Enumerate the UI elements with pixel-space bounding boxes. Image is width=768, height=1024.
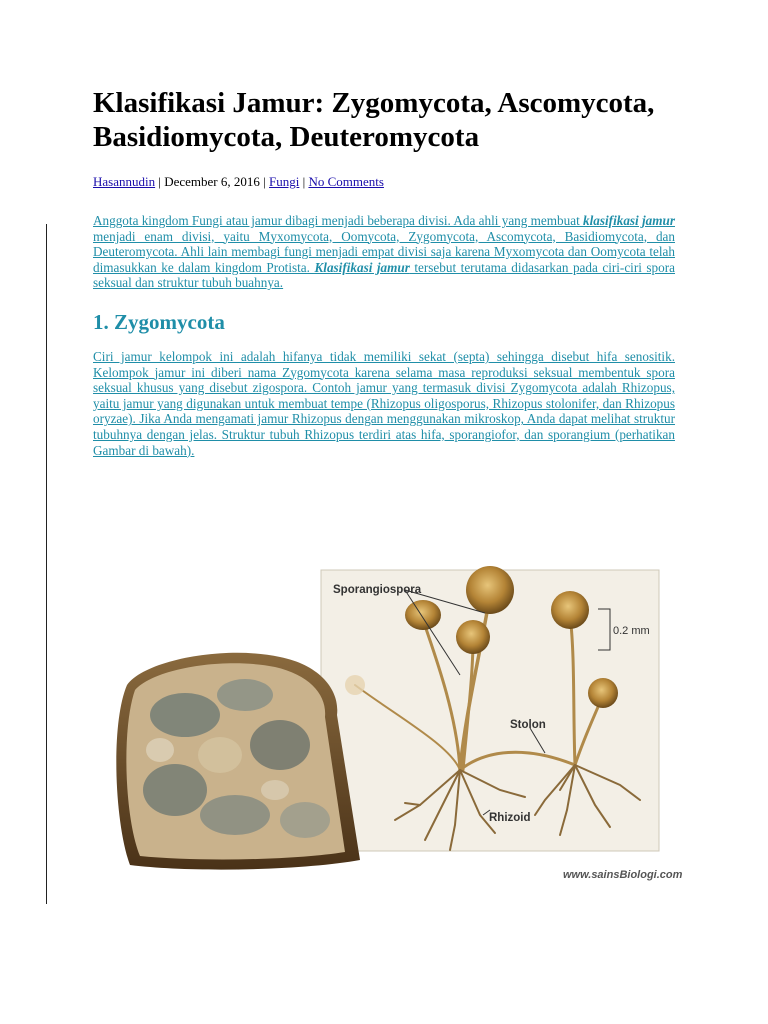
intro-text-2: menjadi enam divisi, yaitu Myxomycota, Oomycota, Zygomycota, Ascomycota, Basidiomycota, dan Deuteromycota. Ahli lain membagi fungi menjadi empat divisi saja karena Myxomycota dan Oomycota telah dimasukkan ke dalam kingdom Protista. bbox=[93, 228, 675, 275]
label-scale: 0.2 mm bbox=[613, 625, 650, 637]
zygomycota-paragraph[interactable]: Ciri jamur kelompok ini adalah hifanya tidak memiliki sekat (septa) sehingga disebut hifa senositik. Kelompok jamur ini diberi nama Zygomycota karena selama masa reproduksi seksual membentuk spora seksual khusus yang disebut zigospora. Contoh jamur yang termasuk divisi Zygomycota adalah Rhizopus, yaitu jamur yang digunakan untuk membuat tempe (Rhizopus oligosporus, Rhizopus stolonifer, dan Rhizopus oryzae). Jika Anda mengamati jamur Rhizopus dengan menggunakan mikroskop, Anda dapat melihat struktur tubuhnya dengan jelas. Struktur tubuh Rhizopus terdiri atas hifa, sporangiofor, dan sporangium (perhatikan Gambar di bawah). bbox=[93, 348, 675, 458]
meta-separator: | bbox=[299, 174, 309, 189]
section-heading-zygomycota: 1. Zygomycota bbox=[93, 309, 225, 334]
rhizopus-figure bbox=[105, 565, 695, 885]
article-title: Klasifikasi Jamur: Zygomycota, Ascomycota, Basidiomycota, Deuteromycota bbox=[93, 87, 655, 153]
label-rhizoid: Rhizoid bbox=[489, 812, 531, 824]
post-meta bbox=[93, 174, 675, 190]
post-date: December 6, 2016 bbox=[164, 174, 260, 189]
meta-separator: | bbox=[259, 174, 269, 189]
comments-link[interactable]: No Comments bbox=[308, 174, 384, 189]
keyword-klasifikasi-jamur-2: Klasifikasi jamur bbox=[314, 259, 410, 275]
rhizopus-illustration bbox=[105, 565, 695, 885]
meta-separator: | bbox=[155, 174, 165, 189]
label-stolon: Stolon bbox=[510, 719, 546, 731]
intro-text-1: Anggota kingdom Fungi atau jamur dibagi menjadi beberapa divisi. Ada ahli yang membuat bbox=[93, 213, 584, 228]
margin-rule bbox=[46, 224, 47, 904]
intro-text-3: tersebut terutama didasarkan pada ciri-ciri spora seksual dan struktur tubuh buahnya. bbox=[93, 259, 675, 291]
moldy-bread-image bbox=[116, 653, 360, 870]
image-credit: www.sainsBiologi.com bbox=[563, 869, 683, 881]
article bbox=[93, 86, 675, 471]
keyword-klasifikasi-jamur: klasifikasi jamur bbox=[583, 213, 675, 228]
author-link[interactable]: Hasannudin bbox=[93, 174, 156, 189]
category-link[interactable]: Fungi bbox=[269, 174, 300, 189]
intro-paragraph[interactable] bbox=[93, 213, 675, 291]
label-sporangiospora: Sporangiospora bbox=[333, 584, 422, 596]
